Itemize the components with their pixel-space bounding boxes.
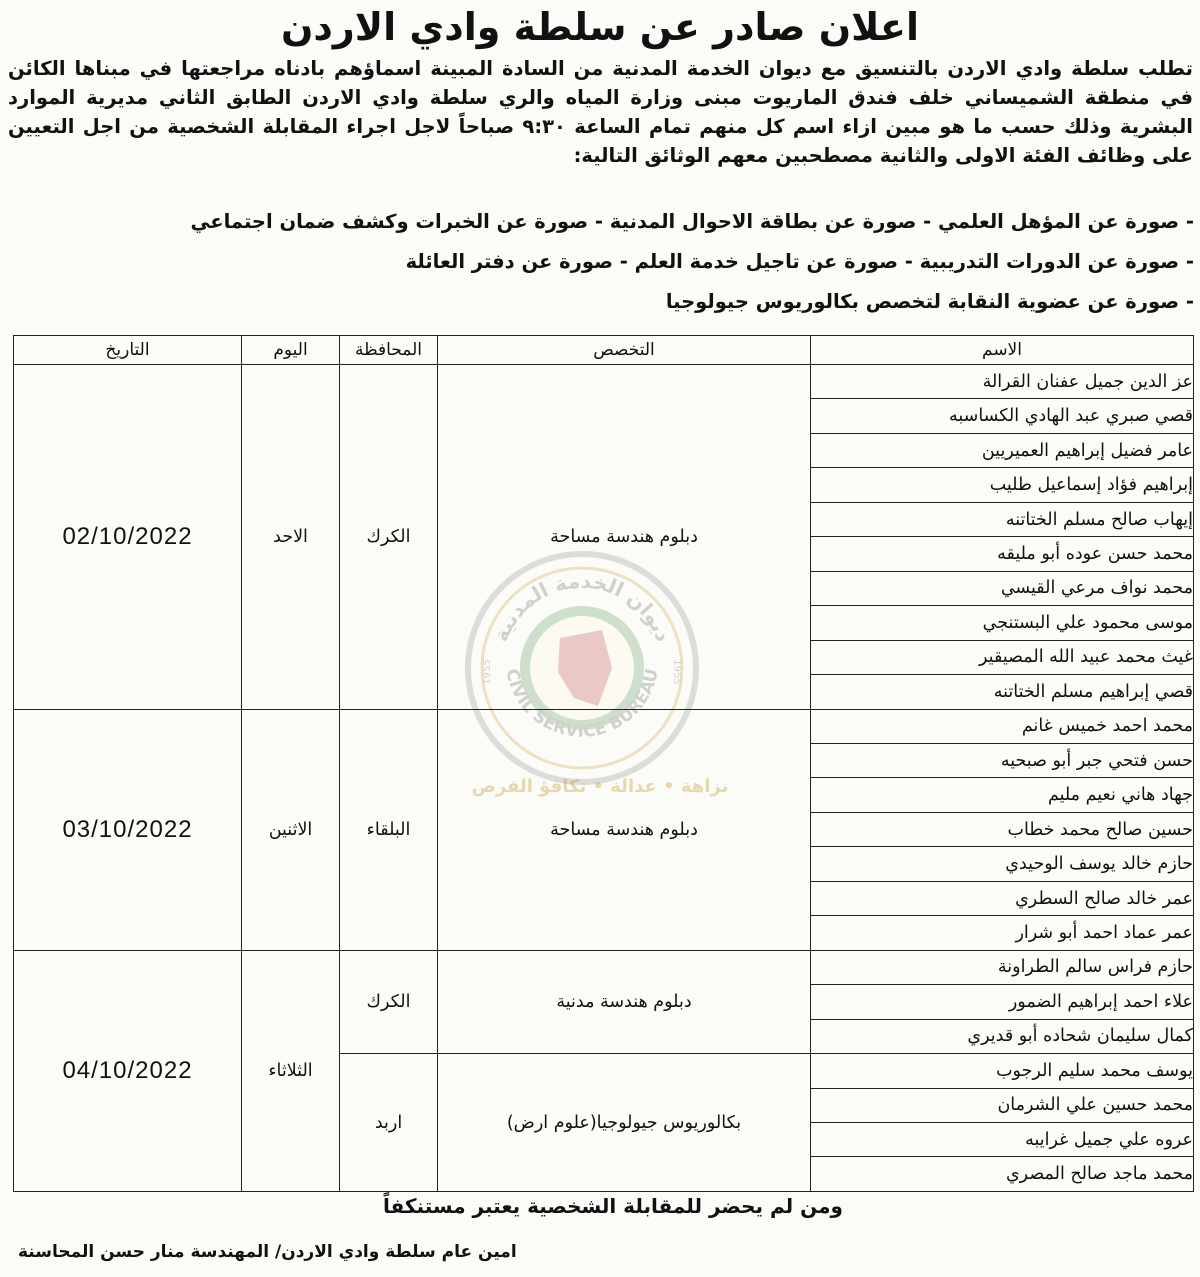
announcement-intro: تطلب سلطة وادي الاردن بالتنسيق مع ديوان الخدمة المدنية من السادة المبينة اسماؤهم بادناه مراجعتها في مبناها الكائن في منطقة الشميساني خلف فندق الماريوت مبنى وزارة المياه والري سلطة وادي الاردن الطابق الثاني مديرية الموارد البشرية وذلك حسب ما هو مبين ازاء اسم كل منهم تمام الساعة ٩:٣٠ صباحاً لاجل اجراء المقابلة الشخصية من اجل التعيين على وظائف الفئة الاولى والثانية مصطحبين معهم الوثائق التالية: [8,57,1193,167]
candidate-name: يوسف محمد سليم الرجوب [811,1054,1194,1088]
requirements-line-3: - صورة عن عضوية النقابة لتخصص بكالوريوس جيولوجيا [665,290,1194,313]
date-cell: 02/10/2022 [14,365,242,710]
header-governorate: المحافظة [340,336,438,365]
candidate-name: حازم فراس سالم الطراونة [811,950,1194,984]
candidate-name: حسين صالح محمد خطاب [811,812,1194,846]
candidate-name: غيث محمد عبيد الله المصيقير [811,640,1194,674]
seal-english-text: CIVIL SERVICE BUREAU [501,666,663,742]
candidate-name: محمد ماجد صالح المصري [811,1157,1194,1192]
candidate-name: محمد نواف مرعي القيسي [811,571,1194,605]
candidate-name: محمد احمد خميس غانم [811,709,1194,743]
governorate-cell: الكرك [340,365,438,710]
governorate-cell: الكرك [340,950,438,1053]
header-date: التاريخ [14,336,242,365]
day-cell: الاحد [242,365,340,710]
candidate-name: محمد حسين علي الشرمان [811,1088,1194,1122]
requirements-line-1: - صورة عن المؤهل العلمي - صورة عن بطاقة الاحوال المدنية - صورة عن الخبرات وكشف ضمان اجتماعي [190,210,1194,233]
candidate-name: عمر عماد احمد أبو شرار [811,916,1194,950]
governorate-cell: البلقاء [340,709,438,950]
table-row [14,365,1194,399]
candidate-name: كمال سليمان شحاده أبو قديري [811,1019,1194,1053]
specialty-cell: دبلوم هندسة مساحة [438,709,811,950]
candidate-name: عز الدين جميل عفنان القرالة [811,365,1194,399]
specialty-cell: دبلوم هندسة مدنية [438,950,811,1053]
candidate-name: عروه علي جميل غرايبه [811,1122,1194,1156]
candidate-name: عامر فضيل إبراهيم العميريين [811,433,1194,467]
signer-line: امين عام سلطة وادي الاردن/ المهندسة منار حسن المحاسنة [18,1242,517,1262]
interview-schedule-table [13,335,1194,1192]
day-cell: الاثنين [242,709,340,950]
date-cell: 04/10/2022 [14,950,242,1191]
candidate-name: قصي إبراهيم مسلم الختاتنه [811,675,1194,709]
table-row [14,709,1194,743]
seal-year-right: 1955 [671,659,682,685]
seal-arabic-text: ديوان الخدمة المدنية [488,568,676,645]
governorate-cell: اربد [340,1054,438,1192]
requirements-line-2: - صورة عن الدورات التدريبية - صورة عن تاجيل خدمة العلم - صورة عن دفتر العائلة [405,250,1194,273]
seal-motto: نزاهة • عدالة • تكافؤ الفرص [471,776,729,797]
candidate-name: إبراهيم فؤاد إسماعيل طليب [811,468,1194,502]
header-name: الاسم [811,336,1194,365]
specialty-cell: دبلوم هندسة مساحة [438,365,811,710]
candidate-name: علاء احمد إبراهيم الضمور [811,985,1194,1019]
table-header-row [14,336,1194,365]
candidate-name: قصي صبري عبد الهادي الكساسبه [811,399,1194,433]
candidate-name: حسن فتحي جبر أبو صبحيه [811,743,1194,777]
specialty-cell: بكالوريوس جيولوجيا(علوم ارض) [438,1054,811,1192]
announcement-title: اعلان صادر عن سلطة وادي الاردن [281,5,919,49]
day-cell: الثلاثاء [242,950,340,1191]
candidate-name: محمد حسن عوده أبو مليقه [811,537,1194,571]
candidate-name: جهاد هاني نعيم مليم [811,778,1194,812]
candidate-name: موسى محمود علي البستنجي [811,606,1194,640]
header-specialty: التخصص [438,336,811,365]
closing-note: ومن لم يحضر للمقابلة الشخصية يعتبر مستنكفاً [383,1194,843,1218]
date-cell: 03/10/2022 [14,709,242,950]
candidate-name: إيهاب صالح مسلم الختاتنه [811,502,1194,536]
table-row [14,950,1194,984]
candidate-name: حازم خالد يوسف الوحيدي [811,847,1194,881]
candidate-name: عمر خالد صالح السطري [811,881,1194,915]
header-day: اليوم [242,336,340,365]
seal-year-left: 1955 [482,659,493,685]
